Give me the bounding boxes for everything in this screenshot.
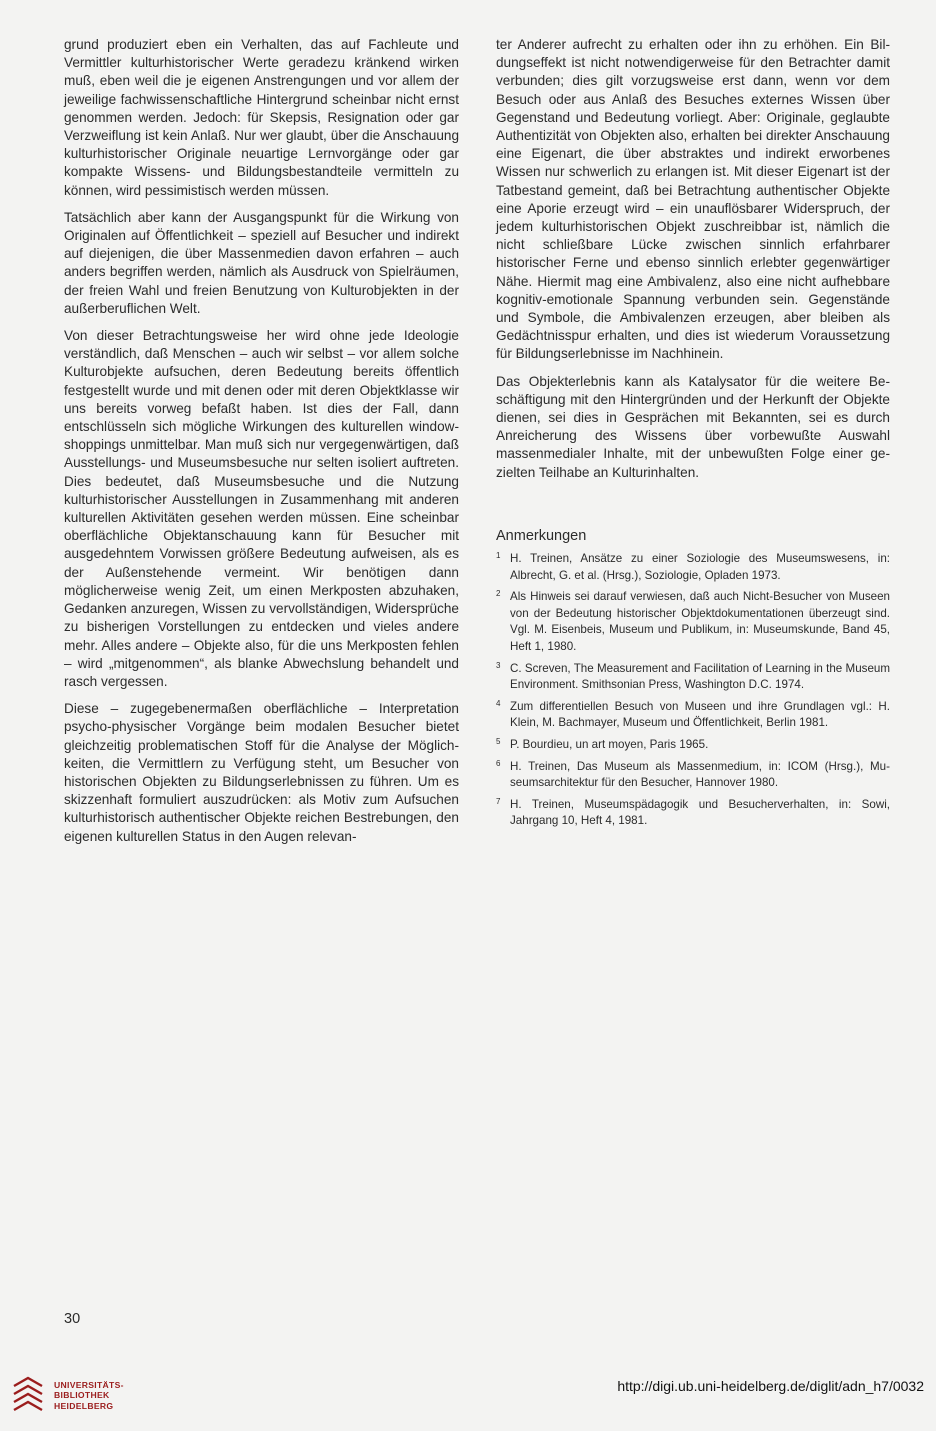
right-column: [496, 36, 890, 835]
note-number: 6: [496, 758, 501, 768]
library-name-line: BIBLIOTHEK: [54, 1390, 110, 1401]
library-name-line: HEIDELBERG: [54, 1400, 114, 1411]
paragraph: grund produziert eben ein Verhalten, das auf Fachleute und Vermittler kulturhistorischer Werte geradezu kränkend wirken muß, eben weil die je eigenen Anstrengungen und vor allem der jeweilige fachwissenschaftliche Hintergrund scheinbar nicht ernst genommen werden. Jedoch: für Skepsis, Resignation oder gar Verzweiflung ist kein Anlaß. Nur wer glaubt, über die Anschauung kulturhistorischer Originale neuartige Lernvorgänge oder gar kompakte Wissens- und Bildungsbestandteile vermitteln zu können, wird pessimistisch werden müssen.: [64, 37, 459, 198]
note-item: [496, 661, 890, 694]
note-item: [496, 551, 890, 584]
note-text: H. Treinen, Museumspädagogik und Besucherverhalten, in: Sowi, Jahrgang 10, Heft 4, 1981.: [510, 797, 890, 828]
note-item: [496, 737, 890, 754]
notes-heading: Anmerkungen: [496, 527, 587, 544]
paragraph: Von dieser Betrachtungsweise her wird ohne jede Ideologie verständlich, daß Menschen – auch wir selbst – vor allem solche Kulturobjekte aufsuchen, deren Bedeutung bereits öffentlich festgestellt wurde und mit denen oder mit deren Objektklasse wir uns bereits vorweg befaßt haben. Ist dies der Fall, dann entschlüsseln sich mögliche Wirkungen des kulturellen window-shoppings unmittelbar. Man muß sich nur vergegenwärtigen, daß Ausstellungs- und Museumsbesuche nur selten isoliert auftreten. Dies bedeutet, daß Museumsbesuche und die Nutzung kulturhistorischer Ausstellungen in Zusammenhang mit anderen kulturellen Aktivitäten gesehen werden müssen. Eine scheinbar oberflächliche Objektanschauung kann für Besucher mit ausgedehntem Vorwissen größere Bedeutung aufweisen, als es der Außenstehende vermeint. Wir benötigen dann möglicherweise wenig Zeit, um einen Merkposten abzuhaken, Gedanken anzuregen, Wissen zu vervollständigen, Widersprüche zu bisherigen Vorstellungen zu entdecken und vieles andere mehr. Alles andere – Objekte also, für die uns Merkposten fehlen – wird „mitgenommen“, als blanke Abwechslung behandelt und rasch vergessen.: [64, 328, 459, 689]
note-number: 5: [496, 737, 501, 747]
paragraph: Diese – zugegebenermaßen oberflächliche – Interpretation psycho-physischer Vorgänge beim modalen Besucher bietet gleichzeitig problematischen Stoff für die Analyse der Möglichkeiten, die Vermittlern zu Verfügung steht, um Besucher von historischen Objekten zu Bildungserlebnissen zu führen. Um es skizzenhaft formuliert auszudrücken: als Motiv zum Aufsuchen kulturhistorisch authentischer Objekte reichen Bestrebungen, den eigenen kulturellen Status in den Augen relevan-: [64, 701, 459, 844]
note-number: 7: [496, 796, 501, 806]
note-text: Zum differentiellen Besuch von Museen und ihre Grundlagen vgl.: H. Klein, M. Bachmayer, Museum und Öffentlichkeit, Berlin 1981.: [510, 699, 890, 730]
source-url-link[interactable]: http://digi.ub.uni-heidelberg.de/diglit/adn_h7/0032: [617, 1378, 924, 1394]
note-number: 2: [496, 589, 501, 599]
note-text: Als Hinweis sei darauf verwiesen, daß auch Nicht-Besucher von Museen von der Bedeutung historischer Objektdokumentationen überzeugt sind. Vgl. M. Eisenbeis, Museum und Publikum, in: Museumskunde, Band 45, Heft 1, 1980.: [510, 590, 890, 654]
note-item: [496, 699, 890, 732]
notes-list: [496, 551, 890, 830]
footer: [0, 1368, 936, 1431]
note-number: 1: [496, 551, 501, 561]
library-name: [54, 1380, 124, 1411]
paragraph: ter Anderer aufrecht zu erhalten oder ihn zu erhöhen. Ein Bildungseffekt ist nicht notwendigerweise für den Betrachter damit verbunden; dies gilt vorzugsweise erst dann, wenn vor dem Besuch oder aus Anlaß des Besuches externes Wissen über Gegenstand und Bedeutung vorliegt. Aber: Originale, geglaubte Authentizität von Objekten also, erhalten bei direkter Anschauung eine Eigenart, die über abstraktes und indirekt erworbenes Wissen nur schwerlich zu erlangen ist. Mit dieser Eigenart ist der Tatbestand gemeint, daß bei Betrachtung authentischer Objekte eine Aporie erzeugt wird – ein unauflösbarer Widerspruch, der jedem kulturhistorischen Objekt zuschreibbar ist, nämlich die nicht schließbare Lücke zwischen sinnlich erfahrbarer historischer Ferne und ebenso sinnlich erlebter gegenwärtiger Nähe. Hiermit mag eine Ambivalenz, also eine nicht aufhebbare kognitiv-emotionale Spannung verbunden sein. Gegenstände und Symbole, die Ambivalenzen erzeugen, aber bleiben als Gedächtnisspur erhalten, und dies ist wiederum Voraussetzung für Bildungserlebnisse im Nachhinein.: [496, 37, 890, 362]
note-text: H. Treinen, Das Museum als Massenmedium, in: ICOM (Hrsg.), Museumsarchitektur für den Besucher, Hannover 1980.: [510, 759, 890, 790]
left-column: [64, 36, 459, 855]
paragraph: Das Objekterlebnis kann als Katalysator für die weitere Beschäftigung mit den Hintergründen und der Herkunft der Objekte dienen, sei dies in Gesprächen mit Bekannten, sei es durch Anreicherung des Wissens über vorbewußte Auswahl massenmedialer Inhalte, mit der unbewußten Folge einer gezielten Teilhabe an Kulturinhalten.: [496, 373, 890, 480]
page-number: 30: [64, 1311, 81, 1327]
paragraph: Tatsächlich aber kann der Ausgangspunkt für die Wirkung von Originalen auf Öffentlichkeit – speziell auf Besucher und indirekt auf diejenigen, die über Massenmedien davon erfahren – auch anders begriffen werden, nämlich als Ausdruck von Spielräumen, der freien Wahl und freien Benutzung von Kulturobjekten in der außerberuflichen Welt.: [64, 209, 459, 316]
library-logo-icon: [10, 1376, 46, 1412]
note-text: H. Treinen, Ansätze zu einer Soziologie des Museumswesens, in: Albrecht, G. et al. (Hrsg.), Soziologie, Opladen 1973.: [510, 552, 890, 582]
note-text: C. Screven, The Measurement and Facilitation of Learning in the Museum Environment. Smithsonian Press, Washington D.C. 1974.: [510, 661, 890, 692]
note-number: 4: [496, 698, 501, 708]
note-item: [496, 759, 890, 792]
library-name-line: UNIVERSITÄTS-: [54, 1380, 124, 1390]
note-text: P. Bourdieu, un art moyen, Paris 1965.: [510, 738, 709, 752]
note-item: [496, 589, 890, 655]
note-number: 3: [496, 660, 501, 670]
note-item: [496, 797, 890, 830]
